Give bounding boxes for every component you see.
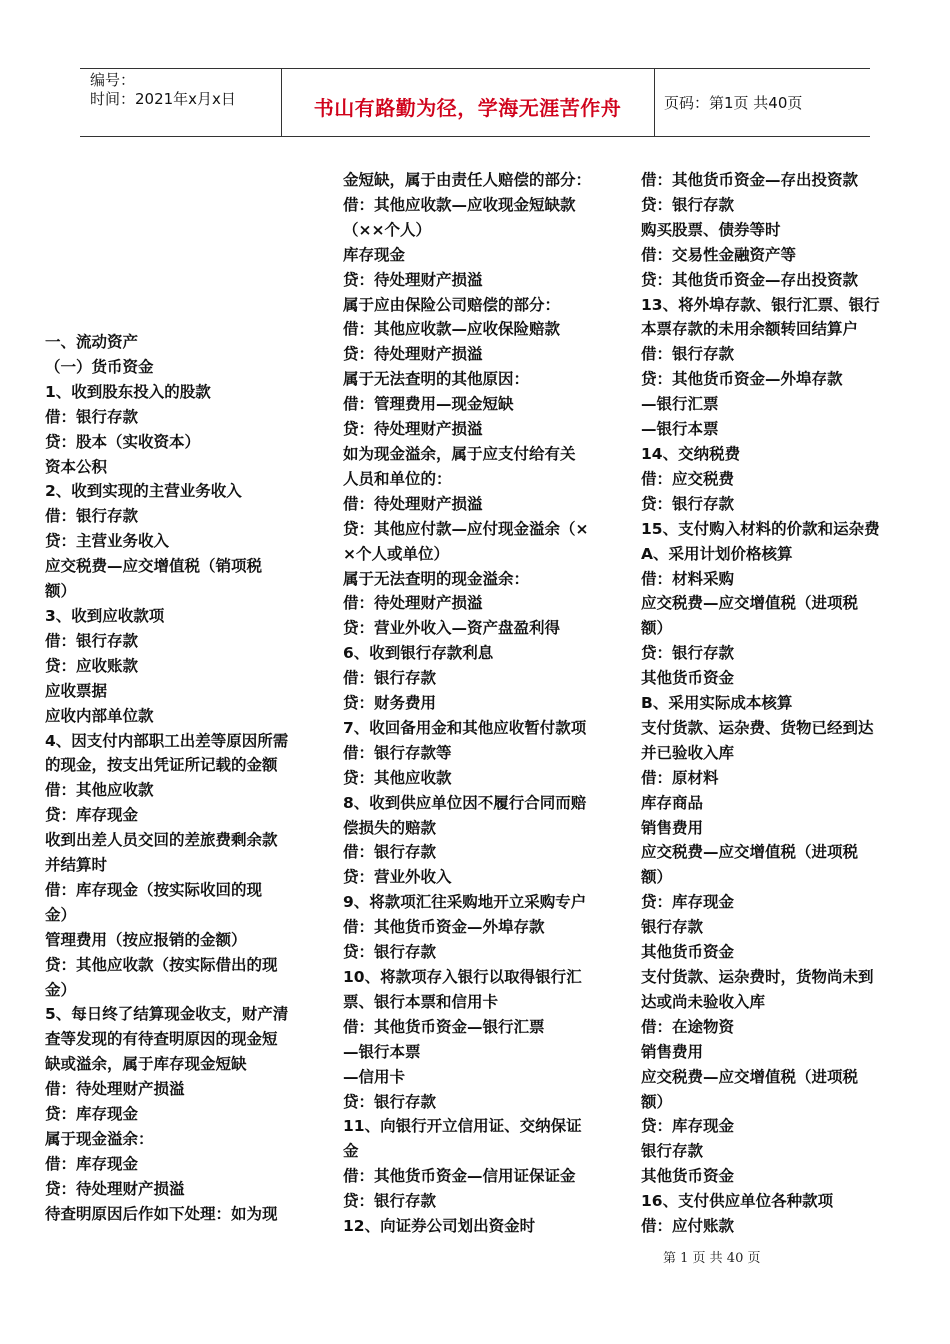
text-line: 贷：银行存款 (641, 644, 735, 663)
text-line: 偿损失的赔款 (343, 818, 437, 837)
text-line: 金短缺，属于由责任人赔偿的部分： (343, 171, 592, 189)
document-number-label: 编号： (90, 71, 136, 89)
text-line: 购买股票、债券等时 (641, 220, 781, 239)
text-line: 贷：待处理财产损溢 (343, 420, 483, 439)
text-line: 5、每日终了结算现金收支，财产清 (45, 1005, 289, 1024)
text-line: 贷：库存现金 (45, 1105, 139, 1124)
text-line: 贷：银行存款 (641, 494, 735, 513)
text-line: 借：银行存款 (45, 407, 139, 426)
text-line: 额） (641, 1092, 673, 1111)
text-line: 贷：其他应收款（按实际借出的现 (45, 955, 278, 974)
text-column-left (45, 330, 310, 1227)
text-line: 借：交易性金融资产等 (641, 245, 797, 264)
text-line: 支付货款、运杂费时，货物尚未到 (641, 968, 874, 986)
text-line: 其他货币资金 (641, 669, 735, 688)
text-line: 借：其他货币资金—信用证保证金 (343, 1167, 576, 1186)
text-line: 12、向证券公司划出资金时 (343, 1217, 536, 1236)
text-line: 借：银行存款 (45, 631, 139, 650)
text-line: （××个人） (343, 220, 431, 239)
text-line: 应交税费—应交增值税（进项税 (641, 843, 859, 862)
text-line: 借：管理费用—现金短缺 (343, 395, 514, 414)
text-line: 应交税费—应交增值税（进项税 (641, 1067, 859, 1086)
text-line: 借：其他货币资金—外埠存款 (343, 918, 545, 937)
text-line: 贷：银行存款 (641, 195, 735, 214)
text-column-right (641, 168, 906, 1239)
text-line: 2、收到实现的主营业务收入 (45, 482, 242, 501)
text-line: —银行本票 (343, 1042, 421, 1061)
text-line: 借：银行存款 (45, 507, 139, 526)
text-line: 13、将外埠存款、银行汇票、银行 (641, 295, 880, 314)
text-line: 贷：待处理财产损溢 (343, 345, 483, 364)
text-line: 借：银行存款 (343, 843, 437, 862)
page-header (80, 68, 870, 136)
text-line: 人员和单位的： (343, 469, 452, 488)
text-line: 借：银行存款 (641, 345, 735, 364)
text-line: 借：在途物资 (641, 1017, 735, 1036)
text-line: 库存现金 (343, 245, 406, 264)
text-line: 支付货款、运杂费、货物已经到达 (641, 718, 874, 737)
text-line: 其他货币资金 (641, 1167, 735, 1186)
text-line: A、采用计划价格核算 (641, 544, 793, 563)
text-line: 借：库存现金 (45, 1154, 139, 1173)
text-line: 借：原材料 (641, 768, 719, 787)
text-line: 贷：营业外收入—资产盘盈利得 (343, 619, 561, 638)
text-line: 贷：财务费用 (343, 694, 437, 713)
text-line: 借：其他货币资金—存出投资款 (641, 171, 859, 189)
text-line: 收到出差人员交回的差旅费剩余款 (45, 831, 278, 850)
text-line: （一）货币资金 (45, 357, 154, 376)
text-line: 额） (641, 868, 673, 887)
text-line: 属于应由保险公司赔偿的部分： (343, 295, 561, 314)
text-line: 借：待处理财产损溢 (343, 594, 483, 613)
text-line: 金） (45, 980, 77, 999)
header-bottom-rule (80, 136, 870, 137)
document-time: 时间：2021年x月x日 (90, 90, 236, 108)
text-line: —银行汇票 (641, 395, 719, 414)
text-line: 属于无法查明的其他原因： (343, 370, 530, 389)
text-line: 15、支付购入材料的价款和运杂费 (641, 519, 880, 538)
text-line: 库存商品 (641, 793, 704, 812)
text-line: 贷：银行存款 (343, 1092, 437, 1111)
text-line: 一、流动资产 (45, 333, 139, 351)
text-line: B、采用实际成本核算 (641, 694, 793, 713)
text-line: 贷：库存现金 (641, 1117, 735, 1136)
text-line: 本票存款的未用余额转回结算户 (641, 320, 859, 339)
header-divider-right (654, 68, 655, 136)
text-line: 贷：应收账款 (45, 656, 139, 675)
text-line: 管理费用（按应报销的金额） (45, 930, 247, 949)
text-line: 借：其他应收款—应收保险赔款 (343, 320, 561, 339)
text-line: 8、收到供应单位因不履行合同而赔 (343, 793, 587, 812)
text-line: 借：银行存款 (343, 669, 437, 688)
text-line: 贷：其他货币资金—外埠存款 (641, 370, 843, 389)
text-line: 属于现金溢余： (45, 1130, 154, 1148)
text-line: 贷：待处理财产损溢 (45, 1179, 185, 1198)
text-line: 借：应付账款 (641, 1217, 735, 1236)
header-meta (90, 71, 236, 109)
text-line: 应交税费—应交增值税（进项税 (641, 594, 859, 613)
text-line: 销售费用 (641, 1042, 704, 1061)
text-line: 借：银行存款等 (343, 743, 452, 762)
text-line: 银行存款 (641, 918, 704, 937)
text-line: 的现金，按支出凭证所记载的金额 (45, 756, 278, 775)
text-line: 借：待处理财产损溢 (45, 1080, 185, 1099)
text-line: 4、因支付内部职工出差等原因所需 (45, 731, 289, 750)
text-line: 贷：银行存款 (343, 943, 437, 962)
text-line: 金 (343, 1142, 359, 1161)
page-footer: 第 1 页 共 40 页 (663, 1251, 761, 1266)
text-line: 贷：其他应付款—应付现金溢余（× (343, 519, 589, 538)
text-line: 资本公积 (45, 457, 108, 476)
text-line: 如为现金溢余，属于应支付给有关 (343, 444, 576, 463)
text-line: 应交税费—应交增值税（销项税 (45, 557, 263, 576)
text-line: 10、将款项存入银行以取得银行汇 (343, 968, 582, 986)
text-line: 票、银行本票和信用卡 (343, 992, 499, 1011)
text-line: 6、收到银行存款利息 (343, 644, 494, 663)
text-line: 缺或溢余，属于库存现金短缺 (45, 1055, 247, 1074)
text-line: 银行存款 (641, 1142, 704, 1161)
text-line: 待查明原因后作如下处理：如为现 (45, 1204, 278, 1223)
text-line: 贷：股本（实收资本） (45, 432, 201, 451)
text-line: 贷：库存现金 (45, 806, 139, 825)
text-line: 借：材料采购 (641, 569, 735, 588)
text-line: 借：其他应收款 (45, 781, 154, 800)
text-line: 1、收到股东投入的股款 (45, 382, 211, 401)
text-line: 11、向银行开立信用证、交纳保证 (343, 1117, 582, 1136)
text-line: 3、收到应收款项 (45, 606, 165, 625)
text-line: 销售费用 (641, 818, 704, 837)
text-line: 应收票据 (45, 681, 108, 700)
text-line: 贷：其他应收款 (343, 768, 452, 787)
text-line: 借：应交税费 (641, 469, 735, 488)
text-line: 借：其他应收款—应收现金短缺款 (343, 195, 576, 214)
text-line: 借：其他货币资金—银行汇票 (343, 1017, 545, 1036)
text-line: 贷：其他货币资金—存出投资款 (641, 270, 859, 289)
text-line: 并已验收入库 (641, 743, 735, 762)
text-line: 其他货币资金 (641, 943, 735, 962)
text-line: 14、交纳税费 (641, 444, 741, 463)
header-motto: 书山有路勤为径，学海无涯苦作舟 (313, 96, 622, 120)
text-line: 贷：待处理财产损溢 (343, 270, 483, 289)
text-line: ×个人或单位） (343, 544, 449, 563)
text-line: 查等发现的有待查明原因的现金短 (45, 1030, 278, 1049)
text-line: —信用卡 (343, 1067, 406, 1086)
text-line: —银行本票 (641, 420, 719, 439)
text-line: 借：库存现金（按实际收回的现 (45, 880, 263, 899)
text-line: 9、将款项汇往采购地开立采购专户 (343, 893, 587, 912)
header-page-info: 页码：第1页 共40页 (664, 94, 803, 112)
text-line: 借：待处理财产损溢 (343, 494, 483, 513)
text-line: 额） (45, 582, 77, 601)
text-line: 贷：库存现金 (641, 893, 735, 912)
text-line: 属于无法查明的现金溢余： (343, 569, 530, 588)
text-line: 达或尚未验收入库 (641, 992, 766, 1011)
text-line: 额） (641, 619, 673, 638)
text-line: 16、支付供应单位各种款项 (641, 1192, 834, 1211)
text-line: 贷：营业外收入 (343, 868, 452, 887)
text-column-middle (343, 168, 613, 1239)
text-line: 金） (45, 905, 77, 924)
text-line: 贷：银行存款 (343, 1192, 437, 1211)
header-top-rule (80, 68, 870, 69)
text-line: 贷：主营业务收入 (45, 532, 170, 551)
text-line: 7、收回备用金和其他应收暂付款项 (343, 718, 587, 737)
text-line: 应收内部单位款 (45, 706, 154, 725)
text-line: 并结算时 (45, 856, 108, 875)
